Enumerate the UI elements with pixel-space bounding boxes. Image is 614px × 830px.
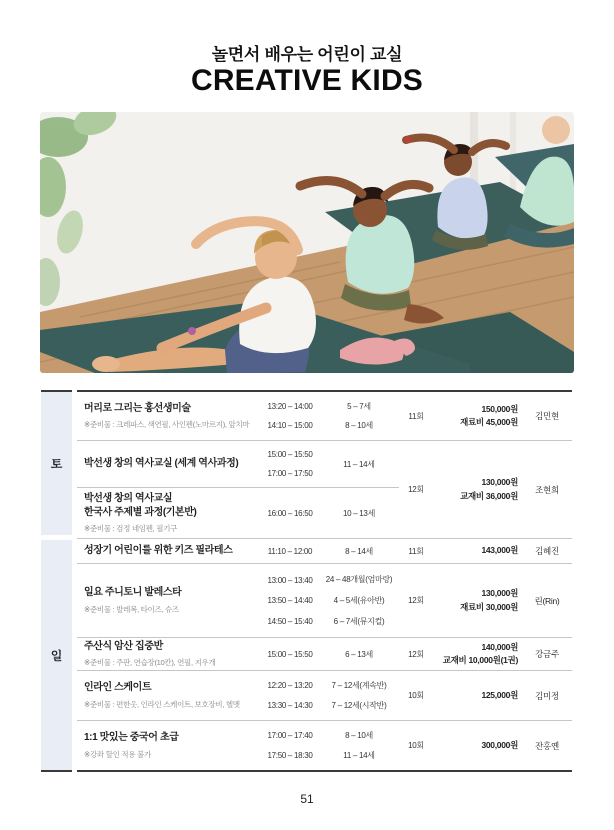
time-slot: 11:10 – 12:00 <box>267 546 313 556</box>
time-cell <box>261 539 319 563</box>
time-slot: 17:00 – 17:50 <box>267 468 313 478</box>
time-slot: 13:30 – 14:30 <box>267 700 313 710</box>
time-slot: 15:00 – 15:50 <box>267 649 313 659</box>
session-cell <box>399 392 433 440</box>
instructor-cell <box>522 564 572 637</box>
age-cell <box>319 721 399 770</box>
day-label-sunday: 일 <box>41 540 72 772</box>
age-cell <box>319 441 399 487</box>
price-cell <box>433 392 522 440</box>
course-note: ※준비물 : 편한옷, 인라인 스케이트, 보호장비, 헬멧 <box>84 699 240 709</box>
page-title-en: CREATIVE KIDS <box>190 64 424 97</box>
session-cell <box>399 539 433 563</box>
course-title-cell <box>77 638 261 670</box>
age-range: 6 – 13세 <box>345 649 373 659</box>
instructor-name: 김민현 <box>535 411 559 421</box>
price-cell <box>433 539 522 563</box>
instructor-name: 조현희 <box>535 484 559 495</box>
time-slot: 13:20 – 14:00 <box>267 402 313 411</box>
course-title-cell <box>77 441 261 487</box>
age-cell <box>319 638 399 670</box>
price: 150,000원 <box>481 403 518 414</box>
course-note: ※강좌 할인 적용 불가 <box>84 749 151 759</box>
course-title-cell <box>77 539 261 563</box>
course-title-cell <box>77 721 261 770</box>
time-slot: 13:00 – 13:40 <box>267 575 313 585</box>
day-label-saturday: 토 <box>41 390 72 535</box>
course-note: ※준비물 : 검정 네임펜, 필기구 <box>84 524 178 533</box>
time-slot: 17:50 – 18:30 <box>267 750 313 760</box>
time-cell <box>261 564 319 637</box>
price-cell <box>433 671 522 720</box>
age-cell <box>319 488 399 538</box>
course-note: ※준비물 : 발레복, 타이즈, 슈즈 <box>84 604 179 614</box>
price: 300,000원 <box>481 739 518 750</box>
age-range: 8 – 14세 <box>345 546 373 556</box>
course-title-cell <box>77 564 261 637</box>
price-cell <box>433 441 522 538</box>
price-cell <box>433 721 522 770</box>
session-cell <box>399 564 433 637</box>
schedule-rows <box>77 390 572 772</box>
time-slot: 15:00 – 15:50 <box>267 450 313 460</box>
table-row <box>77 563 572 637</box>
table-row <box>77 441 399 487</box>
course-title-cell <box>77 392 261 440</box>
table-row <box>77 538 572 563</box>
course-title: 일요 주니토니 발레스타 <box>84 587 182 599</box>
age-range: 24 – 48개월(엄마랑) <box>325 575 393 584</box>
session-count: 12회 <box>408 485 424 494</box>
age-range: 7 – 12세(시작반) <box>331 701 387 710</box>
session-count: 11회 <box>408 546 424 556</box>
table-row <box>77 392 572 440</box>
material-fee: 재료비 30,000원 <box>460 601 518 612</box>
age-range: 8 – 10세 <box>345 421 373 431</box>
age-range: 11 – 14세 <box>343 459 375 469</box>
age-range: 5 – 7세 <box>347 401 371 411</box>
instructor-cell <box>522 392 572 440</box>
instructor-cell <box>522 441 572 538</box>
yoga-kids-illustration <box>40 112 574 373</box>
course-title-cell <box>77 488 261 538</box>
age-cell <box>319 539 399 563</box>
session-count: 12회 <box>408 649 424 659</box>
day-column <box>41 390 72 772</box>
price: 130,000원 <box>481 477 518 488</box>
age-range: 10 – 13세 <box>342 508 376 518</box>
time-slot: 13:50 – 14:40 <box>267 596 313 605</box>
course-note: ※준비물 : 주판, 연습장(10칸), 연필, 지우개 <box>84 658 216 668</box>
course-title: 박선생 창의 역사교실 <box>84 493 173 504</box>
table-row <box>77 487 399 538</box>
table-row <box>77 670 572 720</box>
time-cell <box>261 671 319 720</box>
instructor-name: 강금주 <box>535 649 559 659</box>
age-range: 8 – 10세 <box>345 731 373 740</box>
course-title: 박선생 창의 역사교실 (세계 역사과정) <box>84 458 239 470</box>
page-number: 51 <box>300 792 314 806</box>
instructor-cell <box>522 638 572 670</box>
time-slot: 12:20 – 13:20 <box>267 681 313 691</box>
time-cell <box>261 721 319 770</box>
time-cell <box>261 441 319 487</box>
price-cell <box>433 564 522 637</box>
instructor-cell <box>522 671 572 720</box>
price-cell <box>433 638 522 670</box>
time-cell <box>261 488 319 538</box>
age-cell <box>319 564 399 637</box>
session-cell <box>399 721 433 770</box>
age-cell <box>319 671 399 720</box>
price: 140,000원 <box>481 641 518 652</box>
session-cell <box>399 638 433 670</box>
course-title-line2: 한국사 주제별 과정(기본반) <box>84 506 197 518</box>
time-cell <box>261 638 319 670</box>
page-subtitle-kr: 놀면서 배우는 어린이 교실 <box>211 45 403 64</box>
price: 130,000원 <box>481 588 518 599</box>
session-count: 12회 <box>408 596 424 605</box>
age-range: 11 – 14세 <box>343 751 375 760</box>
course-title: 머리로 그리는 홍선생미술 <box>84 402 191 414</box>
instructor-name: 김미정 <box>535 690 559 701</box>
time-slot: 16:00 – 16:50 <box>267 508 313 518</box>
age-range: 6 – 7세(뮤지컬) <box>333 617 385 626</box>
instructor-name: 린(Rin) <box>534 595 560 606</box>
instructor-cell <box>522 539 572 563</box>
instructor-name: 잔홍옌 <box>535 740 559 751</box>
time-cell <box>261 392 319 440</box>
textbook-fee: 교재비 10,000원(1권) <box>442 655 518 665</box>
time-slot: 14:50 – 15:40 <box>267 616 313 626</box>
price: 125,000원 <box>481 689 518 700</box>
table-row <box>77 637 572 670</box>
table-row-group <box>77 440 572 538</box>
schedule-table <box>41 390 572 772</box>
session-count: 10회 <box>408 741 424 750</box>
session-cell <box>399 441 433 538</box>
session-count: 11회 <box>408 411 424 421</box>
table-row <box>77 720 572 770</box>
material-fee: 재료비 45,000원 <box>460 417 518 427</box>
class-photo <box>40 112 574 373</box>
course-title: 인라인 스케이트 <box>84 682 152 694</box>
textbook-fee: 교재비 36,000원 <box>460 490 518 501</box>
age-range: 7 – 12세(계속반) <box>331 681 387 690</box>
course-note: ※준비물 : 크레파스, 색연필, 사인펜(노마르지), 앞치마 <box>84 420 250 430</box>
course-title: 1:1 맛있는 중국어 초급 <box>84 732 179 744</box>
course-title: 성장기 어린이를 위한 키즈 필라테스 <box>84 545 233 557</box>
time-slot: 14:10 – 15:00 <box>267 421 313 430</box>
time-slot: 17:00 – 17:40 <box>267 731 313 741</box>
course-title: 주산식 암산 집중반 <box>84 640 163 652</box>
age-cell <box>319 392 399 440</box>
price: 143,000원 <box>481 545 518 556</box>
session-cell <box>399 671 433 720</box>
session-count: 10회 <box>408 691 424 700</box>
instructor-name: 김혜진 <box>535 546 559 556</box>
instructor-cell <box>522 721 572 770</box>
age-range: 4 – 5세(유아반) <box>333 596 385 605</box>
course-title-cell <box>77 671 261 720</box>
